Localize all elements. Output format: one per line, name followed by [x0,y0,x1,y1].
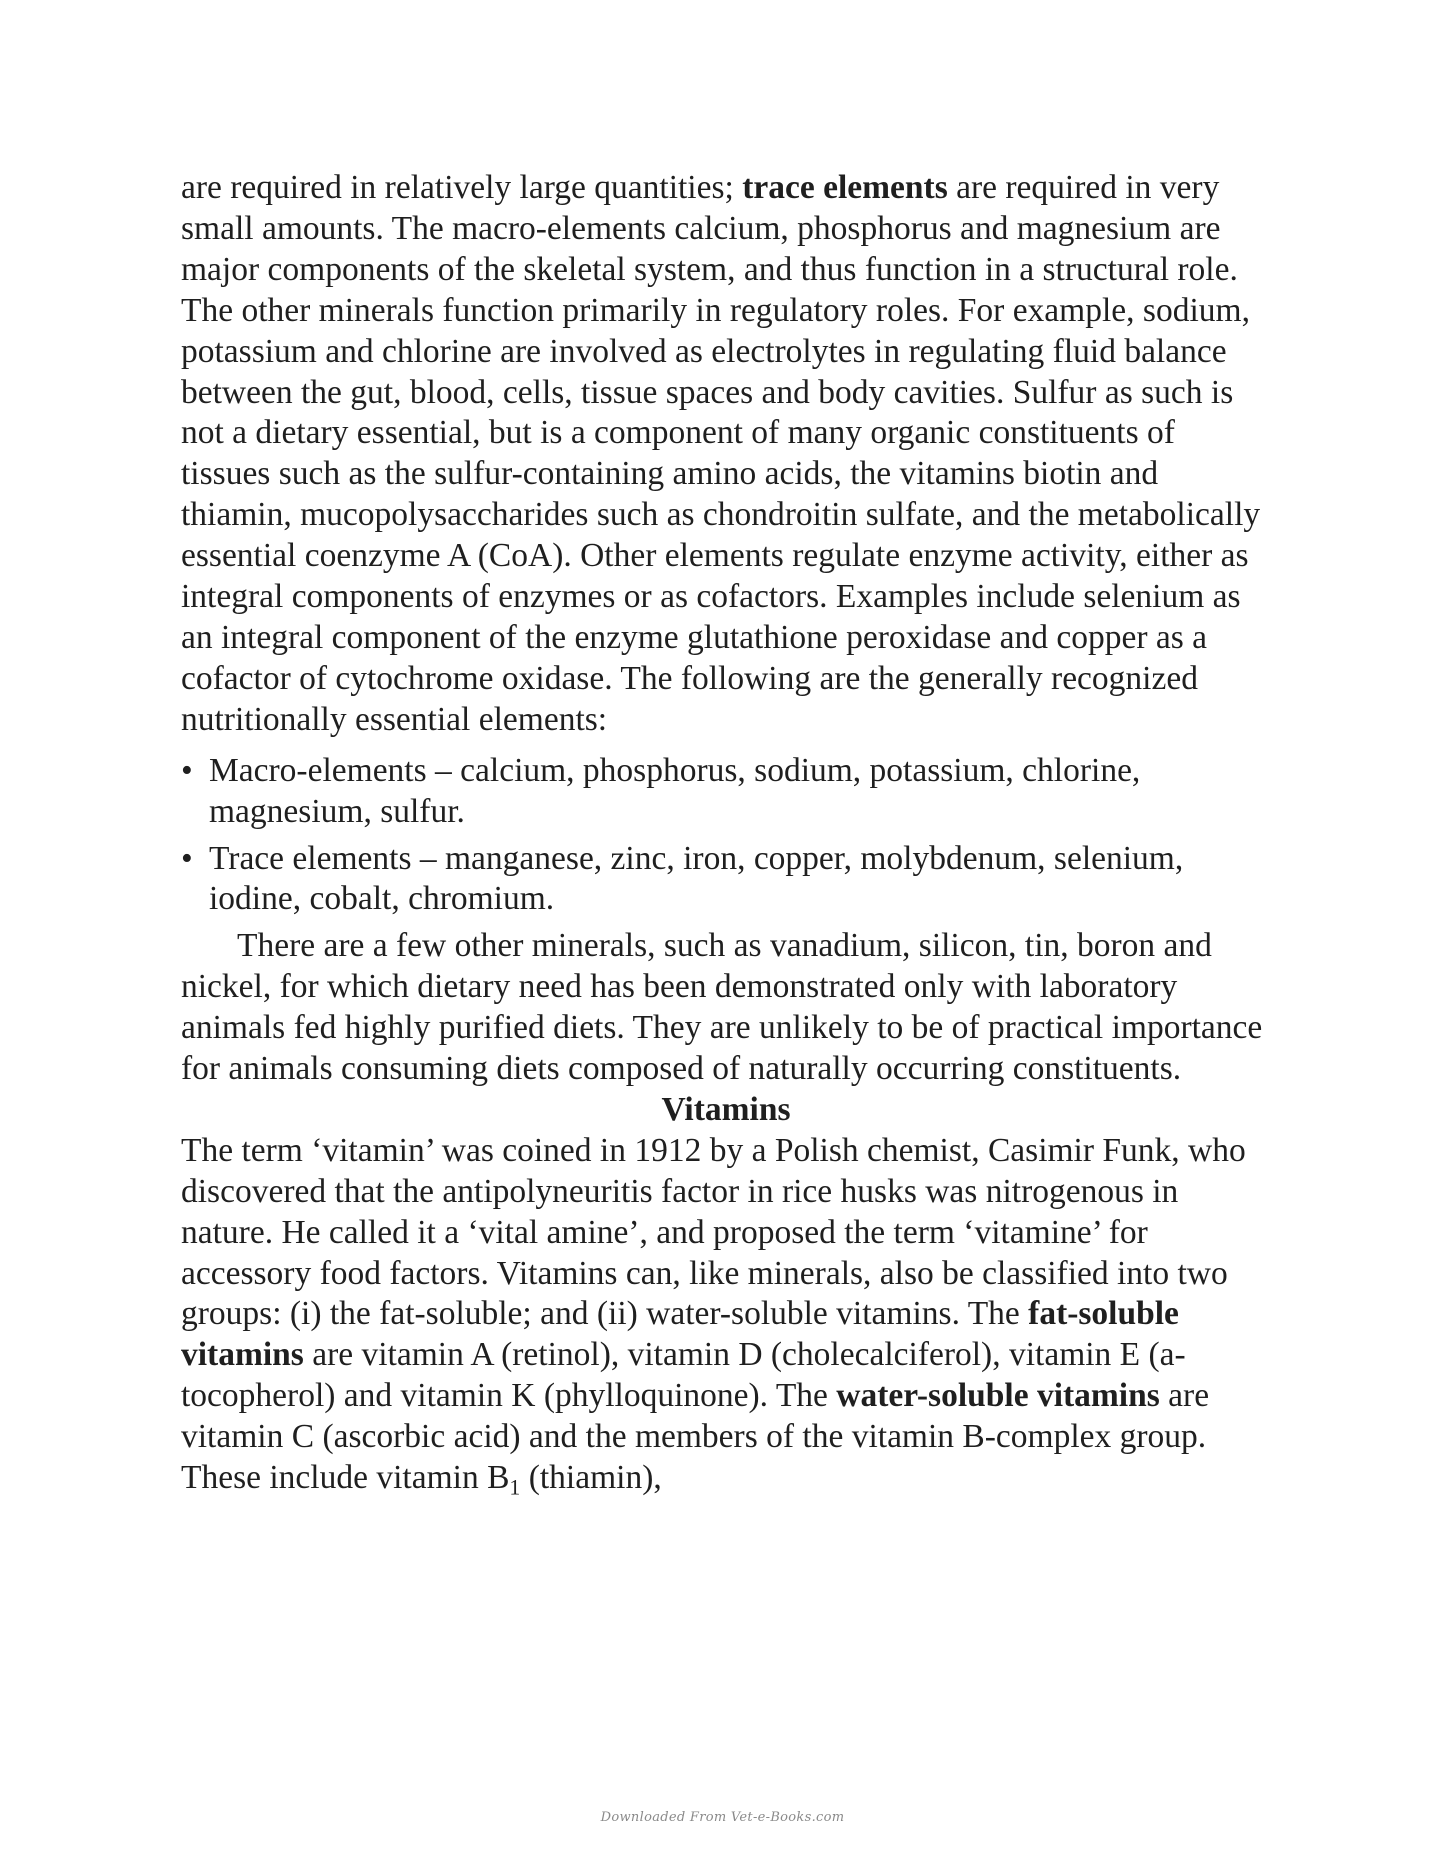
bold-term-trace-elements: trace elements [742,169,948,206]
subscript-1: 1 [509,1475,521,1500]
bold-term-fat-soluble-vitamins: fat-soluble vitamins [181,1295,1179,1374]
section-heading-vitamins: Vitamins [661,1090,791,1128]
text-run: are required in relatively large quantities; [181,169,743,206]
page-body [181,168,1271,1499]
paragraph-other-minerals: There are a few other minerals, such as vanadium, silicon, tin, boron and nickel, for which dietary need has been demonstrated only with laboratory animals fed highly purified diets. They are unlikely to be of practical importance for animals consuming diets composed of naturally occurring constituents. [181,927,1263,1088]
bold-term-water-soluble-vitamins: water-soluble vitamins [836,1377,1160,1415]
text-run: The term ‘vitamin’ was coined in 1912 by a Polish chemist, Casimir Funk, who discovered that the antipolyneuritis factor in rice husks was nitrogenous in nature. He called it a ‘vital amine’, and proposed the term ‘vitamine’ for accessory food factors. Vitamins can, like minerals, also be classified into two groups: (i) the fat-soluble; and (ii) water-soluble vitamins. The [181,1131,1246,1333]
paragraph-minerals [181,168,1271,741]
list-item-macro-elements [181,751,1271,833]
text-run: are vitamin C (ascorbic acid) and the members of the vitamin B-complex group. These include vitamin B [181,1377,1210,1497]
essential-elements-list [181,751,1271,921]
bullet-mark: • [181,839,193,877]
text-run: are required in very small amounts. The macro-elements calcium, phosphorus and magnesium are major components of the skeletal system, and thus function in a structural role. The other minerals function primarily in regulatory roles. For example, sodium, potassium and chlorine are involved as electrolytes in regulating fluid balance between the gut, blood, cells, tissue spaces and body cavities. Sulfur as such is not a dietary essential, but is a component of many organic constituents of tissues such as the sulfur-containing amino acids, the vitamins biotin and thiamin, mucopolysaccharides such as chondroitin sulfate, and the metabolically essential coenzyme A (CoA). Other elements regulate enzyme activity, either as integral components of enzymes or as cofactors. Examples include selenium as an integral component of the enzyme glutathione peroxidase and copper as a cofactor of cytochrome oxidase. The following are the generally recognized nutritionally essential elements: [181,169,1261,738]
list-item-text: Macro-elements – calcium, phosphorus, sodium, potassium, chlorine, magnesium, sulfur. [209,751,1141,830]
list-item-trace-elements [181,839,1271,921]
footer-watermark: Downloaded From Vet-e-Books.com [600,1810,845,1825]
paragraph-vitamins [181,1131,1271,1499]
bullet-mark: • [181,751,193,789]
text-run: are vitamin A (retinol), vitamin D (cholecalciferol), vitamin E (a-tocopherol) and vitamin K (phylloquinone). The [181,1336,1186,1415]
list-item-text: Trace elements – manganese, zinc, iron, copper, molybdenum, selenium, iodine, cobalt, chromium. [209,839,1184,918]
text-run: (thiamin), [520,1459,662,1497]
